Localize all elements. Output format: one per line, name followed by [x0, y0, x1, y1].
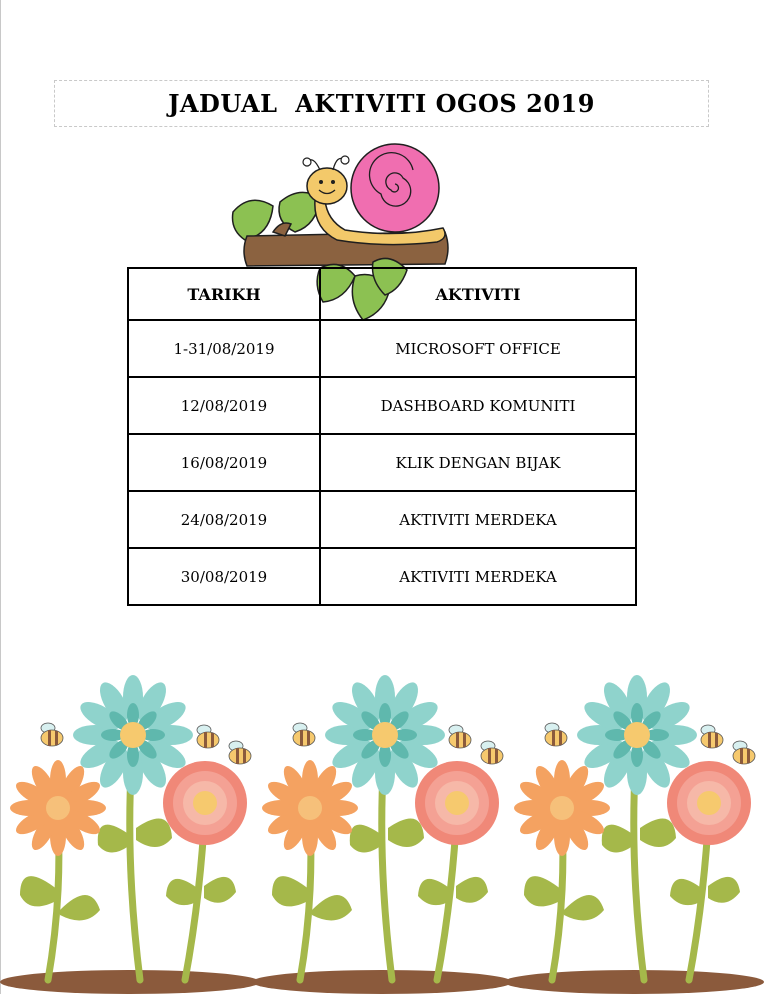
table-row — [128, 320, 636, 377]
activity-cell: KLIK DENGAN BIJAK — [320, 434, 636, 491]
activity-cell: DASHBOARD KOMUNITI — [320, 377, 636, 434]
activity-cell: MICROSOFT OFFICE — [320, 320, 636, 377]
date-cell: 1-31/08/2019 — [128, 320, 320, 377]
title-box — [54, 80, 709, 127]
table-row — [128, 377, 636, 434]
date-cell: 30/08/2019 — [128, 548, 320, 605]
table-row — [128, 491, 636, 548]
activity-cell: AKTIVITI MERDEKA — [320, 491, 636, 548]
table-row — [128, 434, 636, 491]
activity-cell: AKTIVITI MERDEKA — [320, 548, 636, 605]
column-header-date: TARIKH — [128, 268, 320, 320]
flower-garden-icon — [0, 660, 768, 994]
activity-table — [127, 267, 637, 606]
table-row — [128, 548, 636, 605]
date-cell: 16/08/2019 — [128, 434, 320, 491]
table-header-row — [128, 268, 636, 320]
page-title: JADUAL AKTIVITI OGOS 2019 — [168, 89, 595, 118]
column-header-activity: AKTIVITI — [320, 268, 636, 320]
date-cell: 24/08/2019 — [128, 491, 320, 548]
date-cell: 12/08/2019 — [128, 377, 320, 434]
